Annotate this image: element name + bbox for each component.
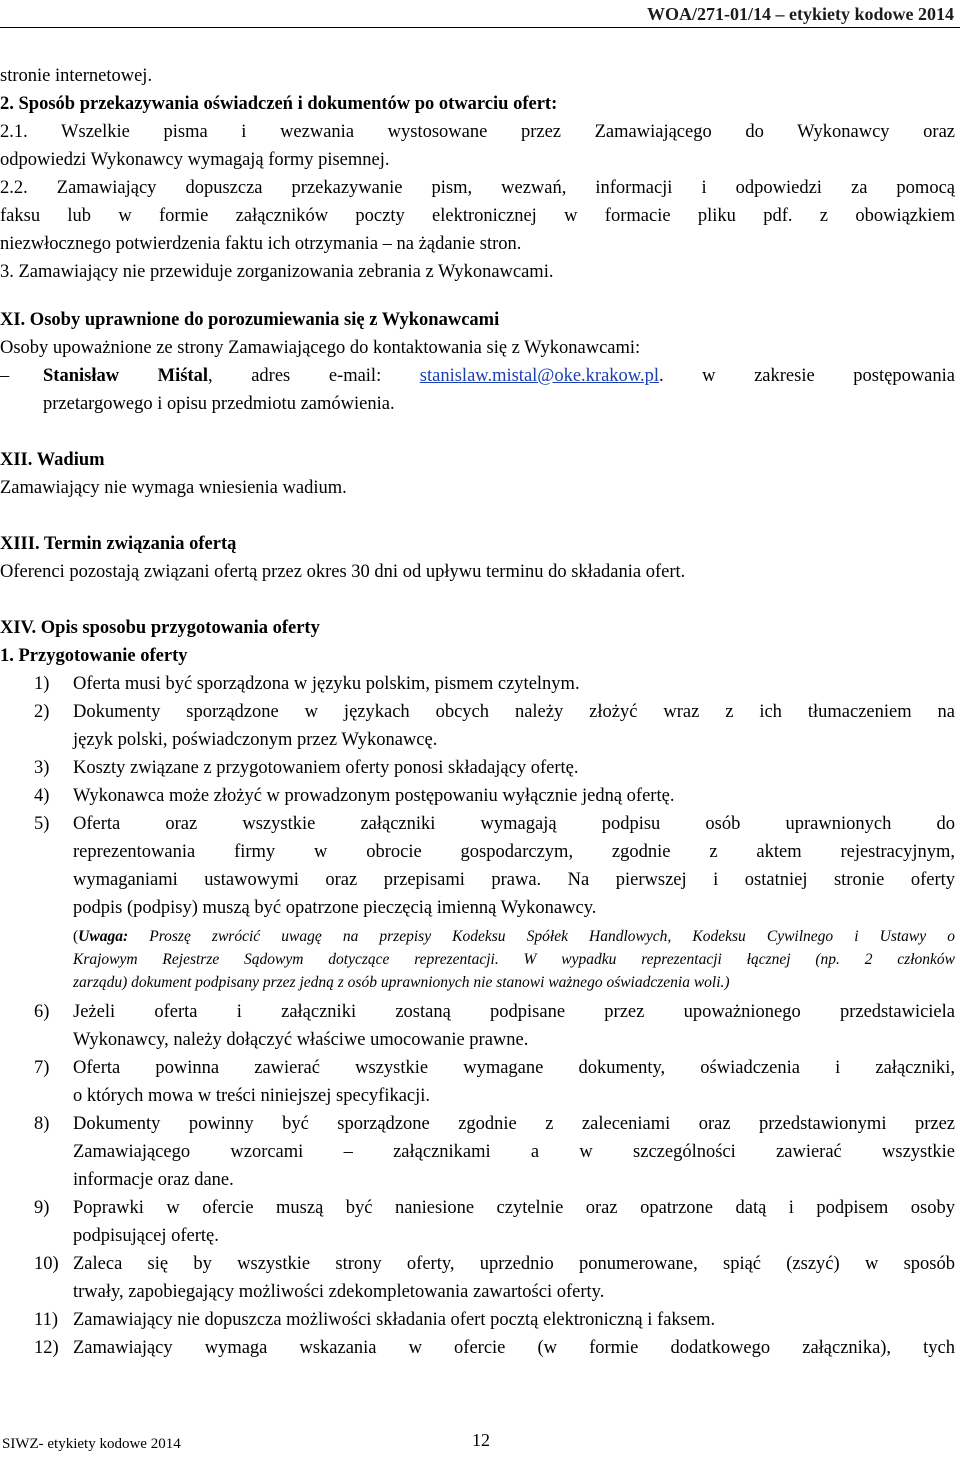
section-xiii-heading: XIII. Termin związania ofertą (0, 534, 237, 554)
list-item-text: język polski, poświadczonym przez Wykonawcę. (73, 730, 438, 750)
note-label: Uwaga: (78, 928, 129, 945)
list-number: 10) (34, 1254, 59, 1274)
note-line-3: zarządu) dokument podpisany przez jedną z osób uprawnionych nie stanowi ważnego oświadczenia woli.) (73, 974, 730, 991)
note-line-1: Proszę zwrócić uwagę na przepisy Kodeksu Spółek Handlowych, Kodeksu Cywilnego i Ustawy o (128, 928, 955, 945)
footer-document-name: SIWZ- etykiety kodowe 2014 (2, 1436, 181, 1452)
header-rule (0, 27, 960, 28)
section-xiv-subheading: 1. Przygotowanie oferty (0, 646, 188, 666)
intro-line-4: odpowiedzi Wykonawcy wymagają formy pisemnej. (0, 150, 390, 170)
list-number: 9) (34, 1198, 50, 1218)
section-xi-line-1: Osoby upoważnione ze strony Zamawiającego do kontaktowania się z Wykonawcami: (0, 338, 641, 358)
list-number: 1) (34, 674, 50, 694)
contact-email-link[interactable]: stanislaw.mistal@oke.krakow.pl (419, 366, 659, 386)
list-item-text: Zamawiający wymaga wskazania w ofercie (w formie dodatkowego załącznika), tych (73, 1338, 955, 1358)
list-item-text: wymaganiami ustawowymi oraz przepisami prawa. Na pierwszej i ostatniej stronie oferty (73, 870, 955, 890)
list-item-text: o których mowa w treści niniejszej specyfikacji. (73, 1086, 431, 1106)
list-item-text: Poprawki w ofercie muszą być naniesione czytelnie oraz opatrzone datą i podpisem osoby (73, 1198, 955, 1218)
list-number: 11) (34, 1310, 58, 1330)
page-number: 12 (472, 1430, 490, 1450)
list-item-text: Oferta oraz wszystkie załączniki wymagają podpisu osób uprawnionych do (73, 814, 955, 834)
list-item-text: Dokumenty sporządzone w językach obcych należy złożyć wraz z ich tłumaczeniem na (73, 702, 955, 722)
section-xi-heading: XI. Osoby uprawnione do porozumiewania się z Wykonawcami (0, 310, 500, 330)
contact-rest: . w zakresie postępowania (658, 366, 955, 386)
intro-line-8: 3. Zamawiający nie przewiduje zorganizowania zebrania z Wykonawcami. (0, 262, 554, 282)
list-item-text: Zamawiający nie dopuszcza możliwości składania ofert pocztą elektroniczną i faksem. (73, 1310, 716, 1330)
section-xi-line-3: przetargowego i opisu przedmiotu zamówienia. (43, 394, 395, 414)
list-item-text: Wykonawca może złożyć w prowadzonym postępowaniu wyłącznie jedną ofertę. (73, 786, 675, 806)
list-item-text: Wykonawcy, należy dołączyć właściwe umocowanie prawne. (73, 1030, 529, 1050)
intro-line-3: 2.1. Wszelkie pisma i wezwania wystosowane przez Zamawiającego do Wykonawcy oraz (0, 122, 955, 142)
list-number: 12) (34, 1338, 59, 1358)
intro-line-5: 2.2. Zamawiający dopuszcza przekazywanie pism, wezwań, informacji i odpowiedzi za pomocą (0, 178, 955, 198)
list-item-text: informacje oraz dane. (73, 1170, 234, 1190)
section-xi-contact-line (43, 365, 955, 387)
section-heading-2: 2. Sposób przekazywania oświadczeń i dokumentów po otwarciu ofert: (0, 94, 558, 114)
intro-line-7: niezwłocznego potwierdzenia faktu ich otrzymania – na żądanie stron. (0, 234, 522, 254)
list-item-text: Dokumenty powinny być sporządzone zgodnie z zaleceniami oraz przedstawionymi przez (73, 1114, 955, 1134)
section-xi-dash: – (0, 366, 10, 386)
contact-mid: , adres e-mail: (208, 366, 420, 386)
intro-line-6: faksu lub w formie załączników poczty elektronicznej w formacie pliku pdf. z obowiązkiem (0, 206, 955, 226)
section-xiii-line-1: Oferenci pozostają związani ofertą przez okres 30 dni od upływu terminu do składania ofert. (0, 562, 686, 582)
list-number: 7) (34, 1058, 50, 1078)
list-item-text: reprezentowania firmy w obrocie gospodarczym, zgodnie z aktem rejestracyjnym, (73, 842, 955, 862)
list-number: 4) (34, 786, 50, 806)
list-item-text: podpis (podpisy) muszą być opatrzone pieczęcią imienną Wykonawcy. (73, 898, 597, 918)
list-number: 3) (34, 758, 50, 778)
section-xii-heading: XII. Wadium (0, 450, 105, 470)
list-number: 6) (34, 1002, 50, 1022)
list-item-text: Jeżeli oferta i załączniki zostaną podpisane przez upoważnionego przedstawiciela (73, 1002, 955, 1022)
section-xiv-heading: XIV. Opis sposobu przygotowania oferty (0, 618, 320, 638)
note-line-2: Krajowym Rejestrze Sądowym dotyczące reprezentacji. W wypadku reprezentacji łącznej (np. 2 członków (73, 951, 955, 968)
list-item-text: podpisującej ofertę. (73, 1226, 219, 1246)
list-item-text: trwały, zapobiegający możliwości zdekompletowania zawartości oferty. (73, 1282, 605, 1302)
list-item-text: Zaleca się by wszystkie strony oferty, uprzednio ponumerowane, spiąć (zszyć) w sposób (73, 1254, 955, 1274)
intro-line-1: stronie internetowej. (0, 66, 153, 86)
page-header: WOA/271-01/14 – etykiety kodowe 2014 (647, 4, 954, 24)
section-xii-line-1: Zamawiający nie wymaga wniesienia wadium. (0, 478, 347, 498)
list-item-text: Zamawiającego wzorcami – załącznikami a w szczególności zawierać wszystkie (73, 1142, 955, 1162)
list-item-text: Oferta musi być sporządzona w języku polskim, pismem czytelnym. (73, 674, 580, 694)
list-item-text: Oferta powinna zawierać wszystkie wymagane dokumenty, oświadczenia i załączniki, (73, 1058, 955, 1078)
list-number: 8) (34, 1114, 50, 1134)
list-item-text: Koszty związane z przygotowaniem oferty ponosi składający ofertę. (73, 758, 579, 778)
contact-name: Stanisław Miśtal (43, 366, 209, 386)
legal-note: (Uwaga: Proszę zwrócić uwagę na przepisy Kodeksu Spółek Handlowych, Kodeksu Cywilnego i Ustawy o (73, 928, 955, 945)
list-number: 2) (34, 702, 50, 722)
list-number: 5) (34, 814, 50, 834)
